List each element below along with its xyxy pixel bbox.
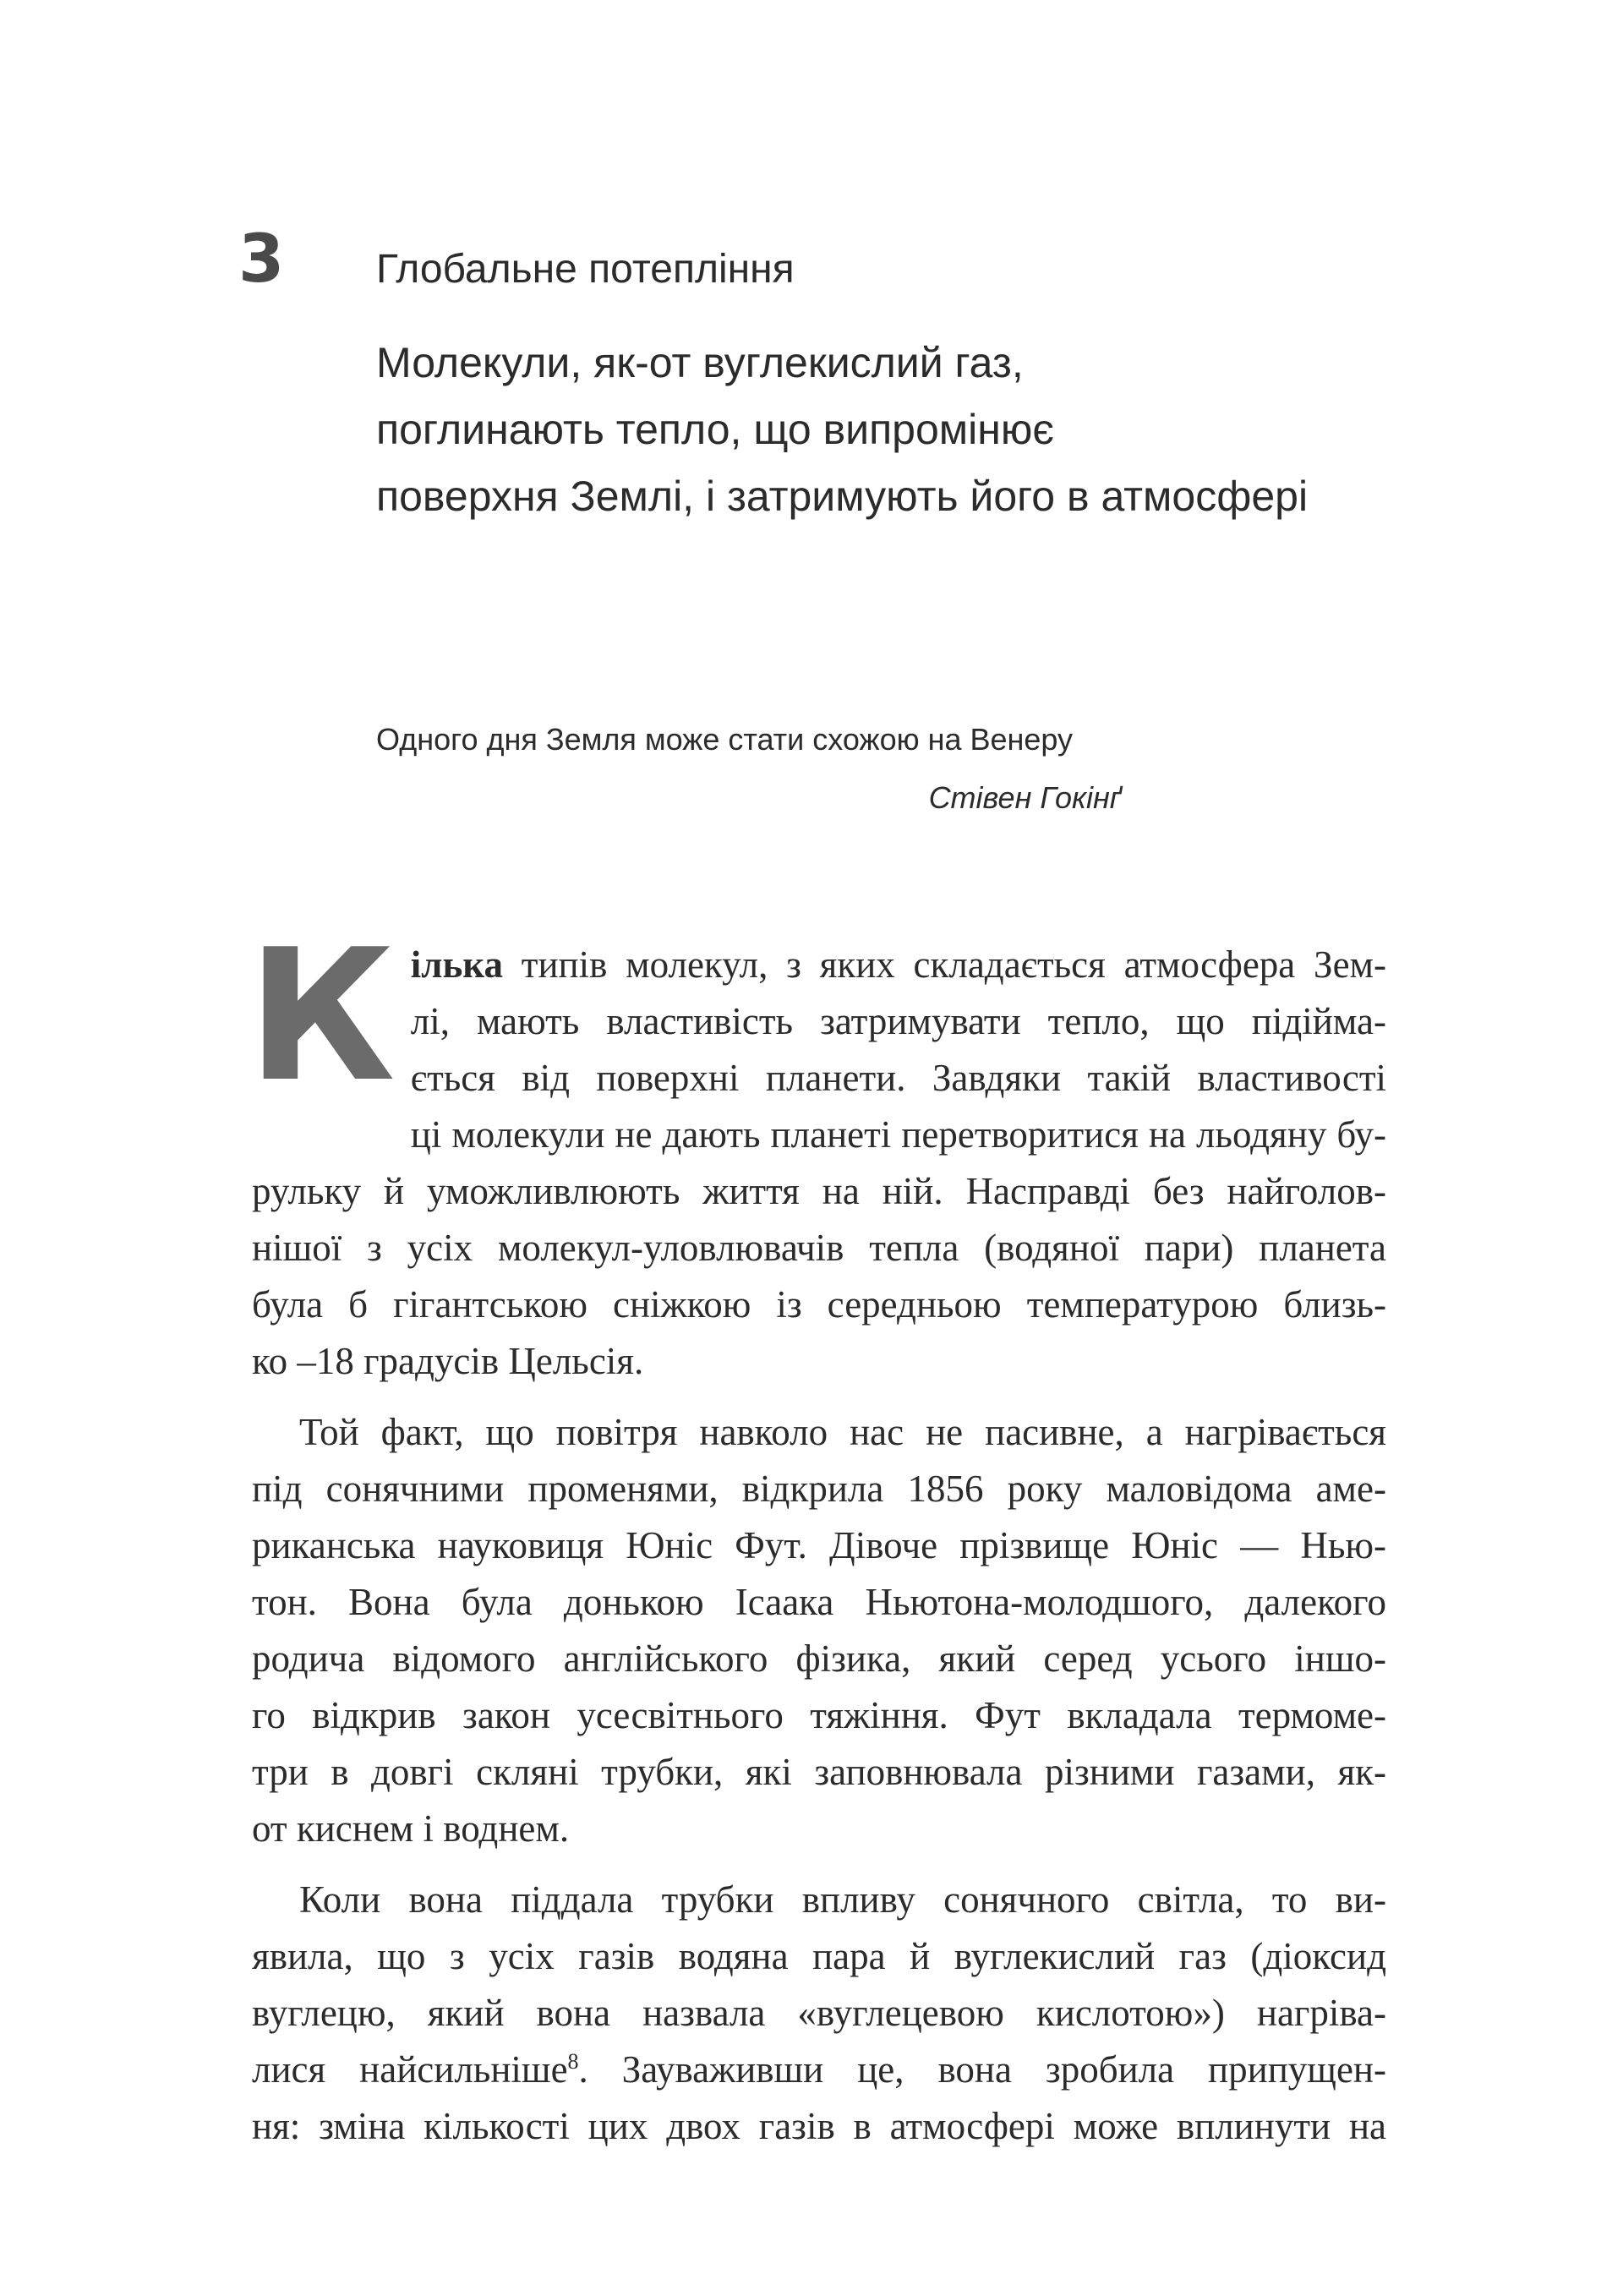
body-line bbox=[252, 2042, 1386, 2098]
subtitle-line: поверхня Землі, і затримують його в атмосфері bbox=[376, 473, 1309, 520]
body-line: тон. Вона була донькою Ісаака Ньютона-молодшого, далекого bbox=[252, 1581, 1386, 1623]
body-text bbox=[247, 910, 1386, 2155]
chapter-subtitle bbox=[376, 330, 1308, 530]
body-line-text: . Зауваживши це, вона зробила припущен- bbox=[578, 2048, 1386, 2091]
subtitle-line: поглинають тепло, що випромінює bbox=[376, 406, 1054, 453]
paragraph-1 bbox=[247, 910, 1386, 1390]
epigraph-author: Стівен Гокінґ bbox=[928, 779, 1120, 815]
body-line: була б гігантською сніжкою із середньою температурою близь- bbox=[252, 1283, 1386, 1326]
body-line: вуглецю, який вона назвала «вуглецевою кислотою») нагріва- bbox=[252, 1992, 1386, 2034]
epigraph-quote: Одного дня Земля може стати схожою на Венеру bbox=[376, 722, 1074, 757]
paragraph-3 bbox=[252, 1872, 1386, 2155]
body-line: ці молекули не дають планеті перетворитися на льодяну бу- bbox=[410, 1113, 1386, 1156]
body-line-text: лися найсильніше bbox=[252, 2048, 568, 2091]
lead-word: ілька bbox=[410, 943, 504, 986]
body-line: явила, що з усіх газів водяна пара й вуглекислий газ (діоксид bbox=[252, 1935, 1386, 1977]
body-line: го відкрив закон усесвітнього тяжіння. Фут вкладала термоме- bbox=[252, 1694, 1386, 1736]
body-line: ється від поверхні планети. Завдяки такій властивості bbox=[410, 1057, 1386, 1099]
body-line: риканська науковиця Юніс Фут. Дівоче прізвище Юніс — Нью- bbox=[252, 1524, 1386, 1566]
body-line: родича відомого англійського фізика, який серед усього іншо- bbox=[252, 1637, 1386, 1680]
body-line: Той факт, що повітря навколо нас не пасивне, а нагрівається bbox=[299, 1411, 1386, 1453]
body-line bbox=[252, 937, 1386, 993]
body-line: от киснем і воднем. bbox=[252, 1807, 570, 1850]
footnote-marker[interactable]: 8 bbox=[567, 2049, 579, 2074]
body-line: рульку й уможливлюють життя на ній. Насправді без найголов- bbox=[252, 1170, 1386, 1212]
body-line: ко –18 градусів Цельсія. bbox=[252, 1340, 644, 1382]
body-line: три в довгі скляні трубки, які заповнювала різними газами, як- bbox=[252, 1751, 1386, 1793]
epigraph bbox=[376, 720, 1120, 818]
body-line: під сонячними променями, відкрила 1856 року маловідома аме- bbox=[252, 1468, 1386, 1510]
drop-cap: К bbox=[247, 910, 396, 1122]
body-line: Коли вона піддала трубки впливу сонячного світла, то ви- bbox=[299, 1878, 1386, 1921]
chapter-title: Глобальне потепління bbox=[376, 247, 795, 292]
body-line: лі, мають властивість затримувати тепло, що підійма- bbox=[410, 1000, 1386, 1042]
body-line-text: типів молекул, з яких складається атмосфера Зем- bbox=[503, 943, 1386, 986]
subtitle-line: Молекули, як-от вуглекислий газ, bbox=[376, 339, 1024, 386]
chapter-number: 3 bbox=[238, 221, 285, 298]
body-line: ня: зміна кількості цих двох газів в атмосфері може вплинути на bbox=[252, 2105, 1386, 2147]
body-line: нішої з усіх молекул-уловлювачів тепла (водяної пари) планета bbox=[252, 1227, 1386, 1269]
paragraph-2 bbox=[252, 1404, 1386, 1857]
